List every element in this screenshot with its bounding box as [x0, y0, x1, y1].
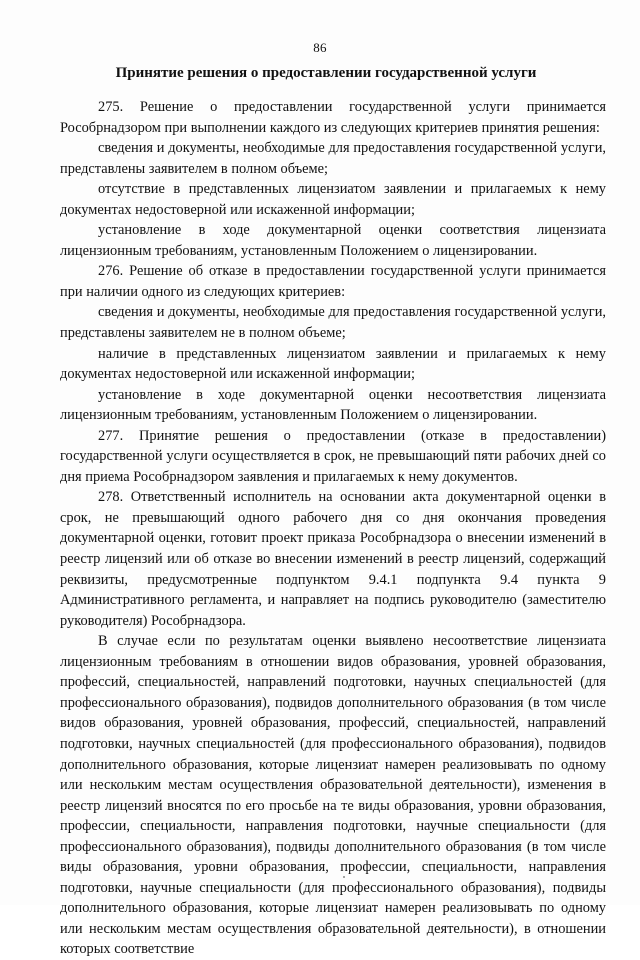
page-number: 86 — [313, 40, 327, 55]
paragraph-276-criterion-2: наличие в представленных лицензиатом заявлении и прилагаемых к нему документах недостоверной или искаженной информации; — [60, 345, 606, 383]
paragraph-275: 275. Решение о предоставлении государственной услуги принимается Рособрнадзором при выполнении каждого из следующих критериев принятия решения: — [60, 99, 606, 136]
paragraph-275-criterion-3: установление в ходе документарной оценки соответствия лицензиата лицензионным требованиям, установленным Положением о лицензировании. — [60, 222, 606, 259]
section-heading: Принятие решения о предоставлении государственной услуги — [115, 65, 537, 81]
paragraph-275-criterion-1: сведения и документы, необходимые для предоставления государственной услуги, представлены заявителем в полном объеме; — [60, 140, 606, 177]
paragraph-278: 278. Ответственный исполнитель на основании акта документарной оценки в срок, не превышающий одного рабочего дня со дня окончания проведения документарной оценки, готовит проект приказа Рособрнадзора о внесении изменений в реестр лицензий или об отказе во внесении изменений в реестр лицензий, содержащий реквизиты, предусмотренные подпунктом 9.4.1 подпункта 9.4 пункта 9 Административного регламента, и направляет на подпись руководителю (заместителю руководителя) Рособрнадзора. — [60, 489, 606, 629]
body-text — [60, 97, 606, 960]
paragraph-278-continuation: В случае если по результатам оценки выявлено несоответствие лицензиата лицензионным требованиям в отношении видов образования, уровней образования, профессий, специальностей, направлений подготовки, научных специальностей (для профессионального образования), подвидов дополнительного образования (в том числе видов образования, уровней образования, профессий, специальностей, направлений подготовки, научных специальностей (для профессионального образования), подвидов дополнительного образования, которые лицензиат намерен реализовывать по одному или нескольким местам осуществления образовательной деятельности), изменения в реестр лицензий вносятся по его просьбе на те виды образования, уровни образования, профессии, специальности, направления подготовки, научные специальности (для профессионального образования), подвиды дополнительного образования (в том числе виды образования, уровни образования, профессии, специальности, направления подготовки, научные специальности (для профессионального образования), подвиды дополнительного образования, которые лицензиат намерен реализовывать по одному или нескольким местам осуществления образовательной деятельности), в отношении которых соответствие — [60, 633, 606, 958]
paragraph-276: 276. Решение об отказе в предоставлении государственной услуги принимается при наличии одного из следующих критериев: — [60, 263, 606, 300]
paragraph-277: 277. Принятие решения о предоставлении (отказе в предоставлении) государственной услуги осуществляется в срок, не превышающий пяти рабочих дней со дня приема Рособрнадзором заявления и прилагаемых к нему документов. — [60, 427, 606, 485]
paragraph-276-criterion-3: установление в ходе документарной оценки несоответствия лицензиата лицензионным требованиям, установленным Положением о лицензировании. — [60, 386, 606, 424]
paragraph-276-criterion-1: сведения и документы, необходимые для предоставления государственной услуги, представлены заявителем не в полном объеме; — [60, 304, 606, 342]
scan-speck — [343, 876, 345, 878]
paragraph-275-criterion-2: отсутствие в представленных лицензиатом заявлении и прилагаемых к нему документах недостоверной или искаженной информации; — [60, 181, 606, 218]
